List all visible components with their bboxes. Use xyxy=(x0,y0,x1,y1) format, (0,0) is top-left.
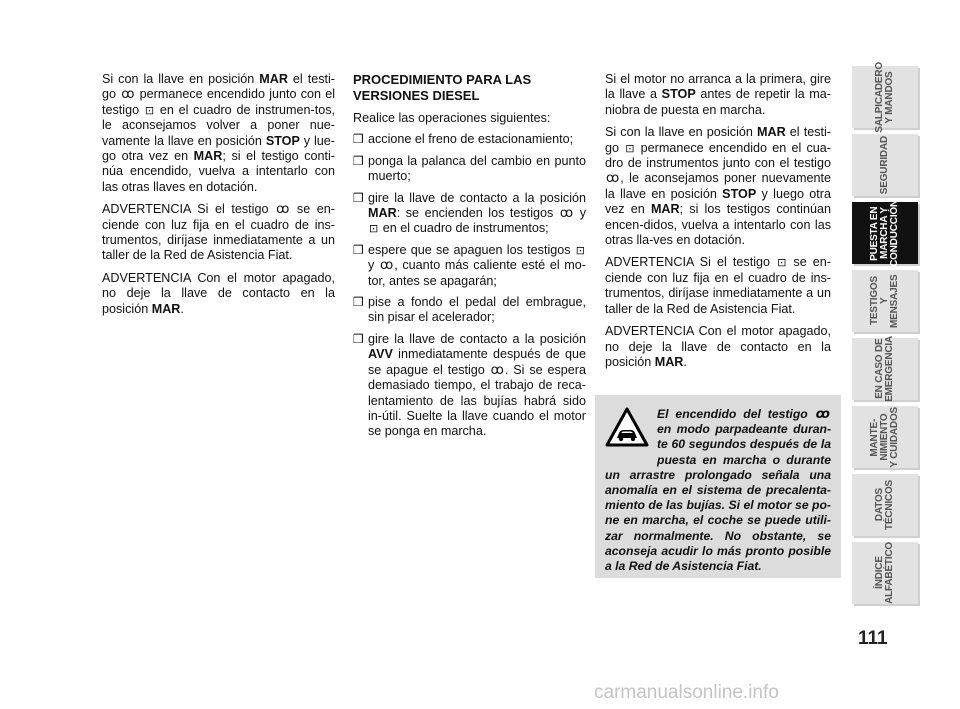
chapter-tab-label: TESTIGOS Y MENSAJES xyxy=(869,274,900,328)
step-text: espere que se apaguen los testigos ⊡ y ꝏ, cuanto más caliente esté el mo-tor, antes se apagarán; xyxy=(368,242,586,288)
procedure-step xyxy=(353,154,586,185)
glow-plug-icon: ꝏ xyxy=(121,86,135,102)
procedure-step xyxy=(353,191,586,237)
chapter-tab-label: MANTE- NIMIENTO Y CUIDADOS xyxy=(869,406,900,468)
chapter-tab[interactable] xyxy=(852,61,918,133)
chapter-tab[interactable] xyxy=(852,542,918,604)
immobilizer-icon: ⊡ xyxy=(144,104,155,117)
chapter-tab-label: DATOS TÉCNICOS xyxy=(874,479,895,531)
watermark: carmanualsonline.info xyxy=(594,682,779,703)
step-text: gire la llave de contacto a la posición AVV inmediatamente después de que se apague el testigo ꝏ. Si se espera demasiado tiempo, el trabajo de reca-lentamiento de las bujías habrá sido in-útil. Suelte la llave cuando el motor se ponga en marcha. xyxy=(368,331,586,439)
step-text: ponga la palanca del cambio en punto muerto; xyxy=(368,153,586,184)
glow-plug-icon: ꝏ xyxy=(379,257,394,273)
step-text: gire la llave de contacto a la posición MAR: se encienden los testigos ꝏ y ⊡ en el cuadro de instrumentos; xyxy=(368,190,587,236)
warning-box xyxy=(595,395,841,578)
immobilizer-icon: ⊡ xyxy=(625,142,635,155)
chapter-tab[interactable] xyxy=(852,338,918,400)
chapter-tab[interactable] xyxy=(852,406,918,468)
chapter-tab[interactable] xyxy=(852,270,918,332)
chapter-tab[interactable] xyxy=(852,199,918,267)
step-text: accione el freno de estacionamiento; xyxy=(368,132,574,147)
immobilizer-icon: ⊡ xyxy=(575,244,585,257)
procedure-step xyxy=(353,132,586,147)
chapter-tab-label: ÍNDICE ALFABÉTICO xyxy=(874,542,895,604)
procedure-step xyxy=(353,295,586,326)
glow-plug-icon: ꝏ xyxy=(606,170,620,186)
text-column-left xyxy=(102,72,335,324)
immobilizer-icon: ⊡ xyxy=(777,257,787,270)
checkbox-bullet-icon: ❒ xyxy=(353,331,364,346)
chapter-tab[interactable] xyxy=(852,134,918,196)
paragraph-key-mar-check: Si con la llave en posición MAR el testi-go ꝏ permanece encendido junto con el testigo ⊡ en el cuadro de instrumen-tos, le aconsejamos volver a poner nue-vamente la llave en posición STOP y lue-go otra vez en MAR; si el testigo conti-núa encendido, vuelva a intentarlo con las otras llaves en dotación. xyxy=(102,72,336,194)
text-column-middle xyxy=(353,72,586,446)
paragraph-warning-steady-light: ADVERTENCIA Si el testigo ⊡ se en-ciende con luz fija en el cuadro de ins-trumentos, diríjase inmediatamente a un taller de la Red de Asistencia Fiat. xyxy=(605,255,831,316)
chapter-tab-label: SALPICADERO Y MANDOS xyxy=(874,61,895,133)
immobilizer-icon: ⊡ xyxy=(369,223,379,236)
chapter-tab-label: SEGURIDAD xyxy=(879,135,890,195)
glow-plug-icon: ꝏ xyxy=(559,205,574,221)
paragraph-key-mar-check: Si con la llave en posición MAR el testi-go ⊡ permanece encendido en el cua-dro de instrumentos junto con el testigo ꝏ, le aconsejamos poner nuevamente la llave en posición STOP y luego otra vez en MAR; si los testigos continúan encen-didos, vuelva a intentarlo con las otras lla-ves en dotación. xyxy=(605,125,831,248)
paragraph-warning-steady-light: ADVERTENCIA Si el testigo ꝏ se en-ciende con luz fija en el cuadro de ins-trumentos, diríjase inmediatamente a un taller de la Red de Asistencia Fiat. xyxy=(102,201,335,263)
procedure-step xyxy=(353,243,586,289)
warning-text: El encendido del testigo ꝏ en modo parpadeante duran-te 60 segundos después de la puesta en marcha o durante un arrastre prolongado señala una anomalía en el sistema de precalenta-miento de las bujías. Si el motor se po-ne en marcha, el coche se puede utili-zar normalmente. No obstante, se aconseja acudir lo más pronto posible a la Red de Asistencia Fiat. xyxy=(605,406,831,574)
checkbox-bullet-icon: ❒ xyxy=(353,153,364,168)
paragraph-warning-engine-off: ADVERTENCIA Con el motor apagado, no deje la llave de contacto en la posición MAR. xyxy=(605,324,831,369)
checkbox-bullet-icon: ❒ xyxy=(353,190,364,205)
checkbox-bullet-icon: ❒ xyxy=(353,132,364,147)
glow-plug-icon: ꝏ xyxy=(490,361,504,377)
procedure-intro: Realice las operaciones siguientes: xyxy=(353,111,551,125)
step-text: pise a fondo el pedal del embrague, sin pisar el acelerador; xyxy=(368,295,586,325)
chapter-tab-label: PUESTA EN MARCHA Y CONDUCCIÓN xyxy=(869,199,900,267)
chapter-tab[interactable] xyxy=(852,474,918,536)
text-column-right xyxy=(605,72,831,377)
checkbox-bullet-icon: ❒ xyxy=(353,242,364,257)
checkbox-bullet-icon: ❒ xyxy=(353,295,364,310)
chapter-tab-label: EN CASO DE EMERGENCIA xyxy=(874,336,895,402)
procedure-step xyxy=(353,332,586,440)
page-number: 111 xyxy=(858,628,888,649)
glow-plug-icon: ꝏ xyxy=(815,406,830,421)
section-heading: PROCEDIMIENTO PARA LAS VERSIONES DIESEL xyxy=(353,72,532,103)
paragraph-engine-no-start: Si el motor no arranca a la primera, gire la llave a STOP antes de repetir la ma-niobra de puesta en marcha. xyxy=(605,72,831,117)
glow-plug-icon: ꝏ xyxy=(276,201,290,217)
paragraph-warning-engine-off: ADVERTENCIA Con el motor apagado, no deje la llave de contacto en la posición MAR. xyxy=(102,270,335,316)
